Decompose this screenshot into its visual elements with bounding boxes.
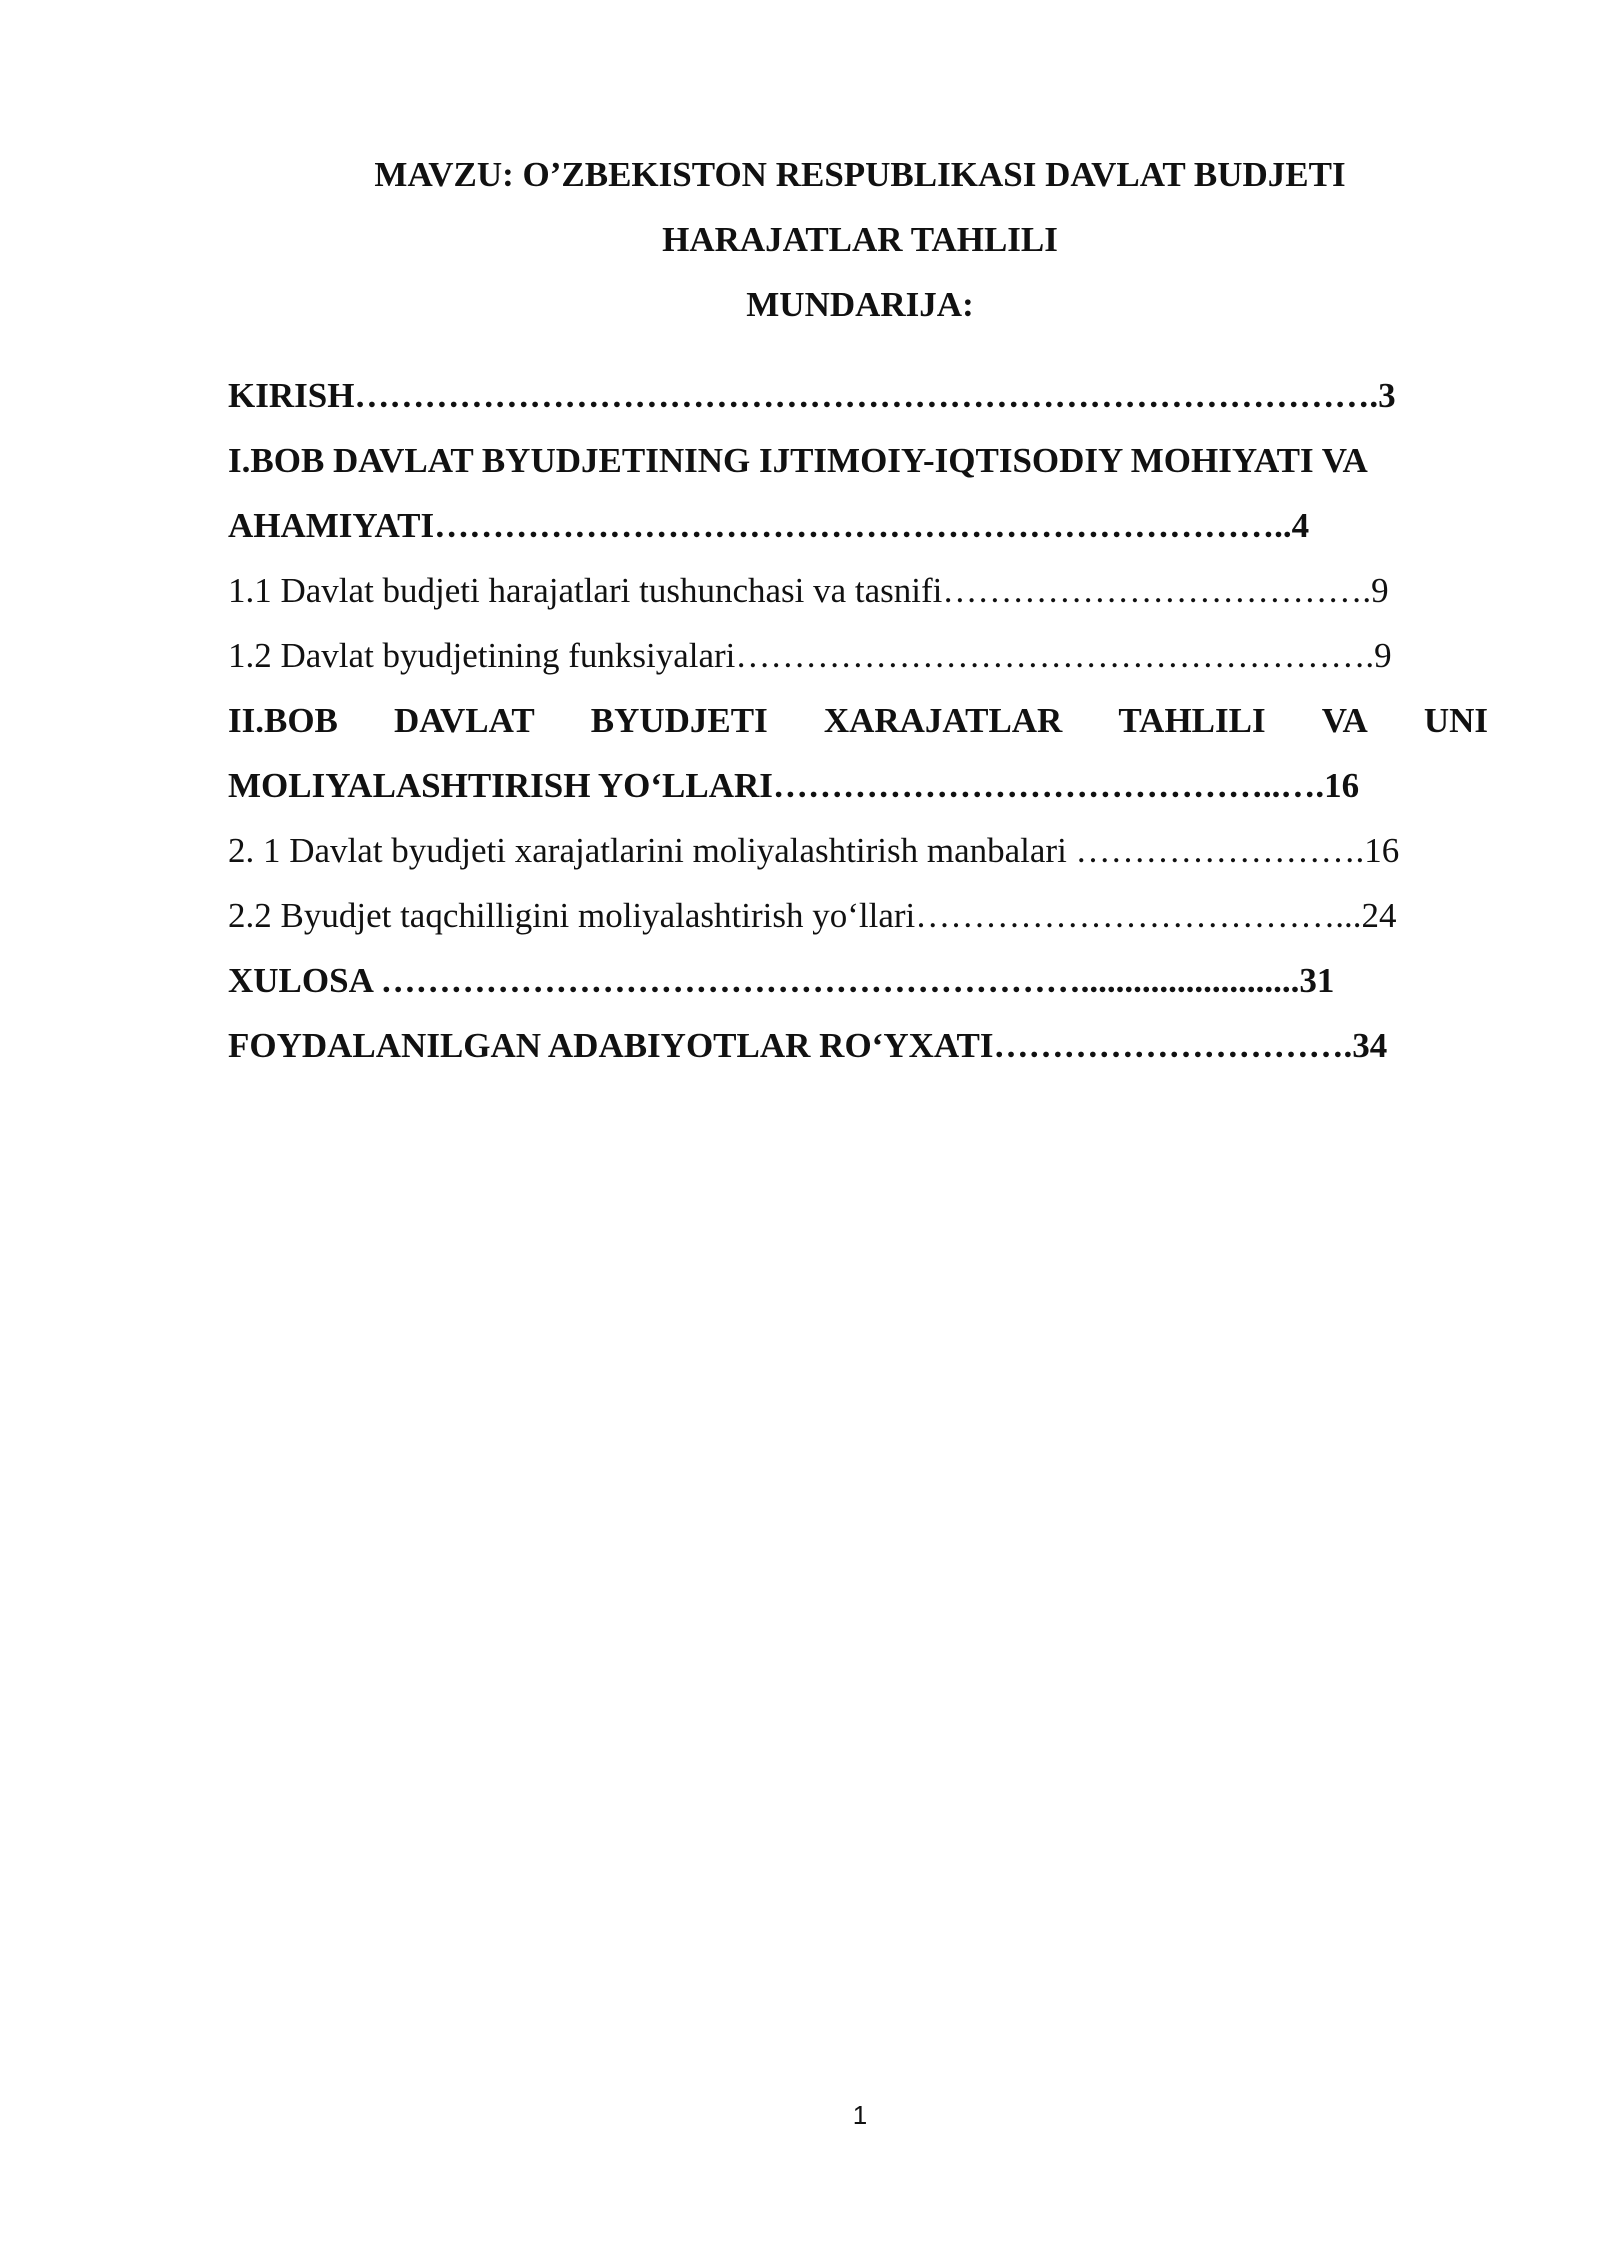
toc-word: DAVLAT bbox=[393, 701, 535, 740]
document-title-line-2: HARAJATLAR TAHLILI bbox=[662, 220, 1058, 259]
toc-word: XARAJATLAR bbox=[823, 701, 1063, 740]
toc-word: TAHLILI bbox=[1118, 701, 1266, 740]
toc-entry-kirish: KIRISH…………………………………………………………………………….3 bbox=[228, 376, 1396, 415]
toc-entry-section-2-2: 2.2 Byudjet taqchilligini moliyalashtirish yo‘llari………………………………...24 bbox=[228, 896, 1397, 935]
toc-word: II.BOB bbox=[228, 701, 338, 740]
toc-entry-section-2-1: 2. 1 Davlat byudjeti xarajatlarini moliyalashtirish manbalari …………………….16 bbox=[228, 831, 1400, 870]
toc-entry-section-1-2: 1.2 Davlat byudjetining funksiyalari……………………………………………….9 bbox=[228, 636, 1392, 675]
toc-word: VA bbox=[1321, 701, 1368, 740]
toc-entry-xulosa: XULOSA …………………………………………………….........................31 bbox=[228, 961, 1335, 1000]
toc-entry-chapter-2-line-2: MOLIYALASHTIRISH YO‘LLARI……………………………………..….16 bbox=[228, 766, 1360, 805]
toc-entry-chapter-1-line-2: AHAMIYATI………………………………………………………………..4 bbox=[228, 506, 1310, 545]
toc-word: UNI bbox=[1423, 701, 1488, 740]
toc-word: BYUDJETI bbox=[590, 701, 768, 740]
toc-entry-chapter-1-line-1: I.BOB DAVLAT BYUDJETINING IJTIMOIY-IQTISODIY MOHIYATI VA bbox=[228, 441, 1368, 480]
contents-heading: MUNDARIJA: bbox=[746, 285, 974, 324]
toc-entry-section-1-1: 1.1 Davlat budjeti harajatlari tushunchasi va tasnifi……………………………….9 bbox=[228, 571, 1389, 610]
toc-entry-adabiyotlar: FOYDALANILGAN ADABIYOTLAR RO‘YXATI………………………….34 bbox=[228, 1026, 1388, 1065]
toc-entry-chapter-2-line-1 bbox=[228, 699, 1488, 743]
page-number: 1 bbox=[852, 2100, 868, 2130]
document-title-line-1: MAVZU: O’ZBEKISTON RESPUBLIKASI DAVLAT BUDJETI bbox=[374, 155, 1346, 194]
